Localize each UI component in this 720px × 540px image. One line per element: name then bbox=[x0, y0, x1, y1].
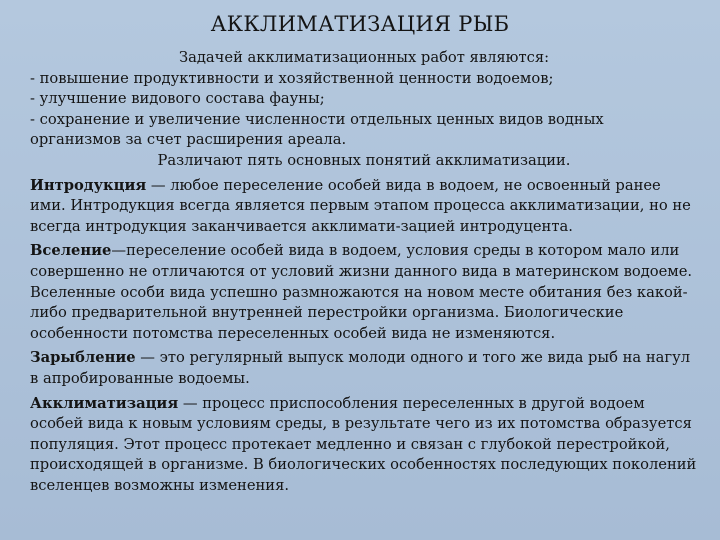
definition-term: Вселение bbox=[30, 242, 112, 260]
slide-content bbox=[30, 48, 698, 496]
definition-acclimatization bbox=[30, 394, 698, 497]
tasks-heading: Задачей акклиматизационных работ являются: bbox=[178, 49, 550, 66]
definition-term: Зарыбление bbox=[30, 349, 136, 367]
definition-term: Интродукция bbox=[30, 176, 147, 194]
task-item: - повышение продуктивности и хозяйственной ценности водоемов; bbox=[30, 69, 554, 87]
definition-settlement bbox=[30, 241, 698, 344]
concepts-heading: Различают пять основных понятий акклиматизации. bbox=[157, 151, 571, 169]
definition-text: — процесс приспособления переселенных в другой водоем особей вида к новым условиям среды, в результате чего из их потомства образуется популяция. Этот процесс протекает медленно и связан с глубокой перестройкой, происходящей в организме. В биологических особенностях последующих поколений вселенцев возможны изменения. bbox=[30, 394, 697, 494]
definition-term: Акклиматизация bbox=[30, 394, 179, 412]
definition-text: —переселение особей вида в водоем, условия среды в котором мало или совершенно не отличаются от условий жизни данного вида в материнском водоеме. Вселенные особи вида успешно размножаются на новом месте обитания без какой-либо предварительной внутренней перестройки организма. Биологические особенности потомства переселенных особей вида не изменяются. bbox=[30, 242, 693, 342]
definition-stocking bbox=[30, 348, 698, 389]
task-item: - сохранение и увеличение численности отдельных ценных видов водных организмов за счет расширения ареала. bbox=[30, 110, 604, 149]
slide-title: АККЛИМАТИЗАЦИЯ РЫБ bbox=[210, 12, 510, 36]
task-item: - улучшение видового состава фауны; bbox=[30, 90, 325, 108]
definition-introduction bbox=[30, 176, 698, 238]
definition-text: — это регулярный выпуск молоди одного и того же вида рыб на нагул в апробированные водоемы. bbox=[30, 349, 691, 387]
definition-text: — любое переселение особей вида в водоем, не освоенный ранее ими. Интродукция всегда является первым этапом процесса акклиматизации, но не всегда интродукция заканчивается акклимати-зацией интродуцента. bbox=[30, 176, 691, 235]
